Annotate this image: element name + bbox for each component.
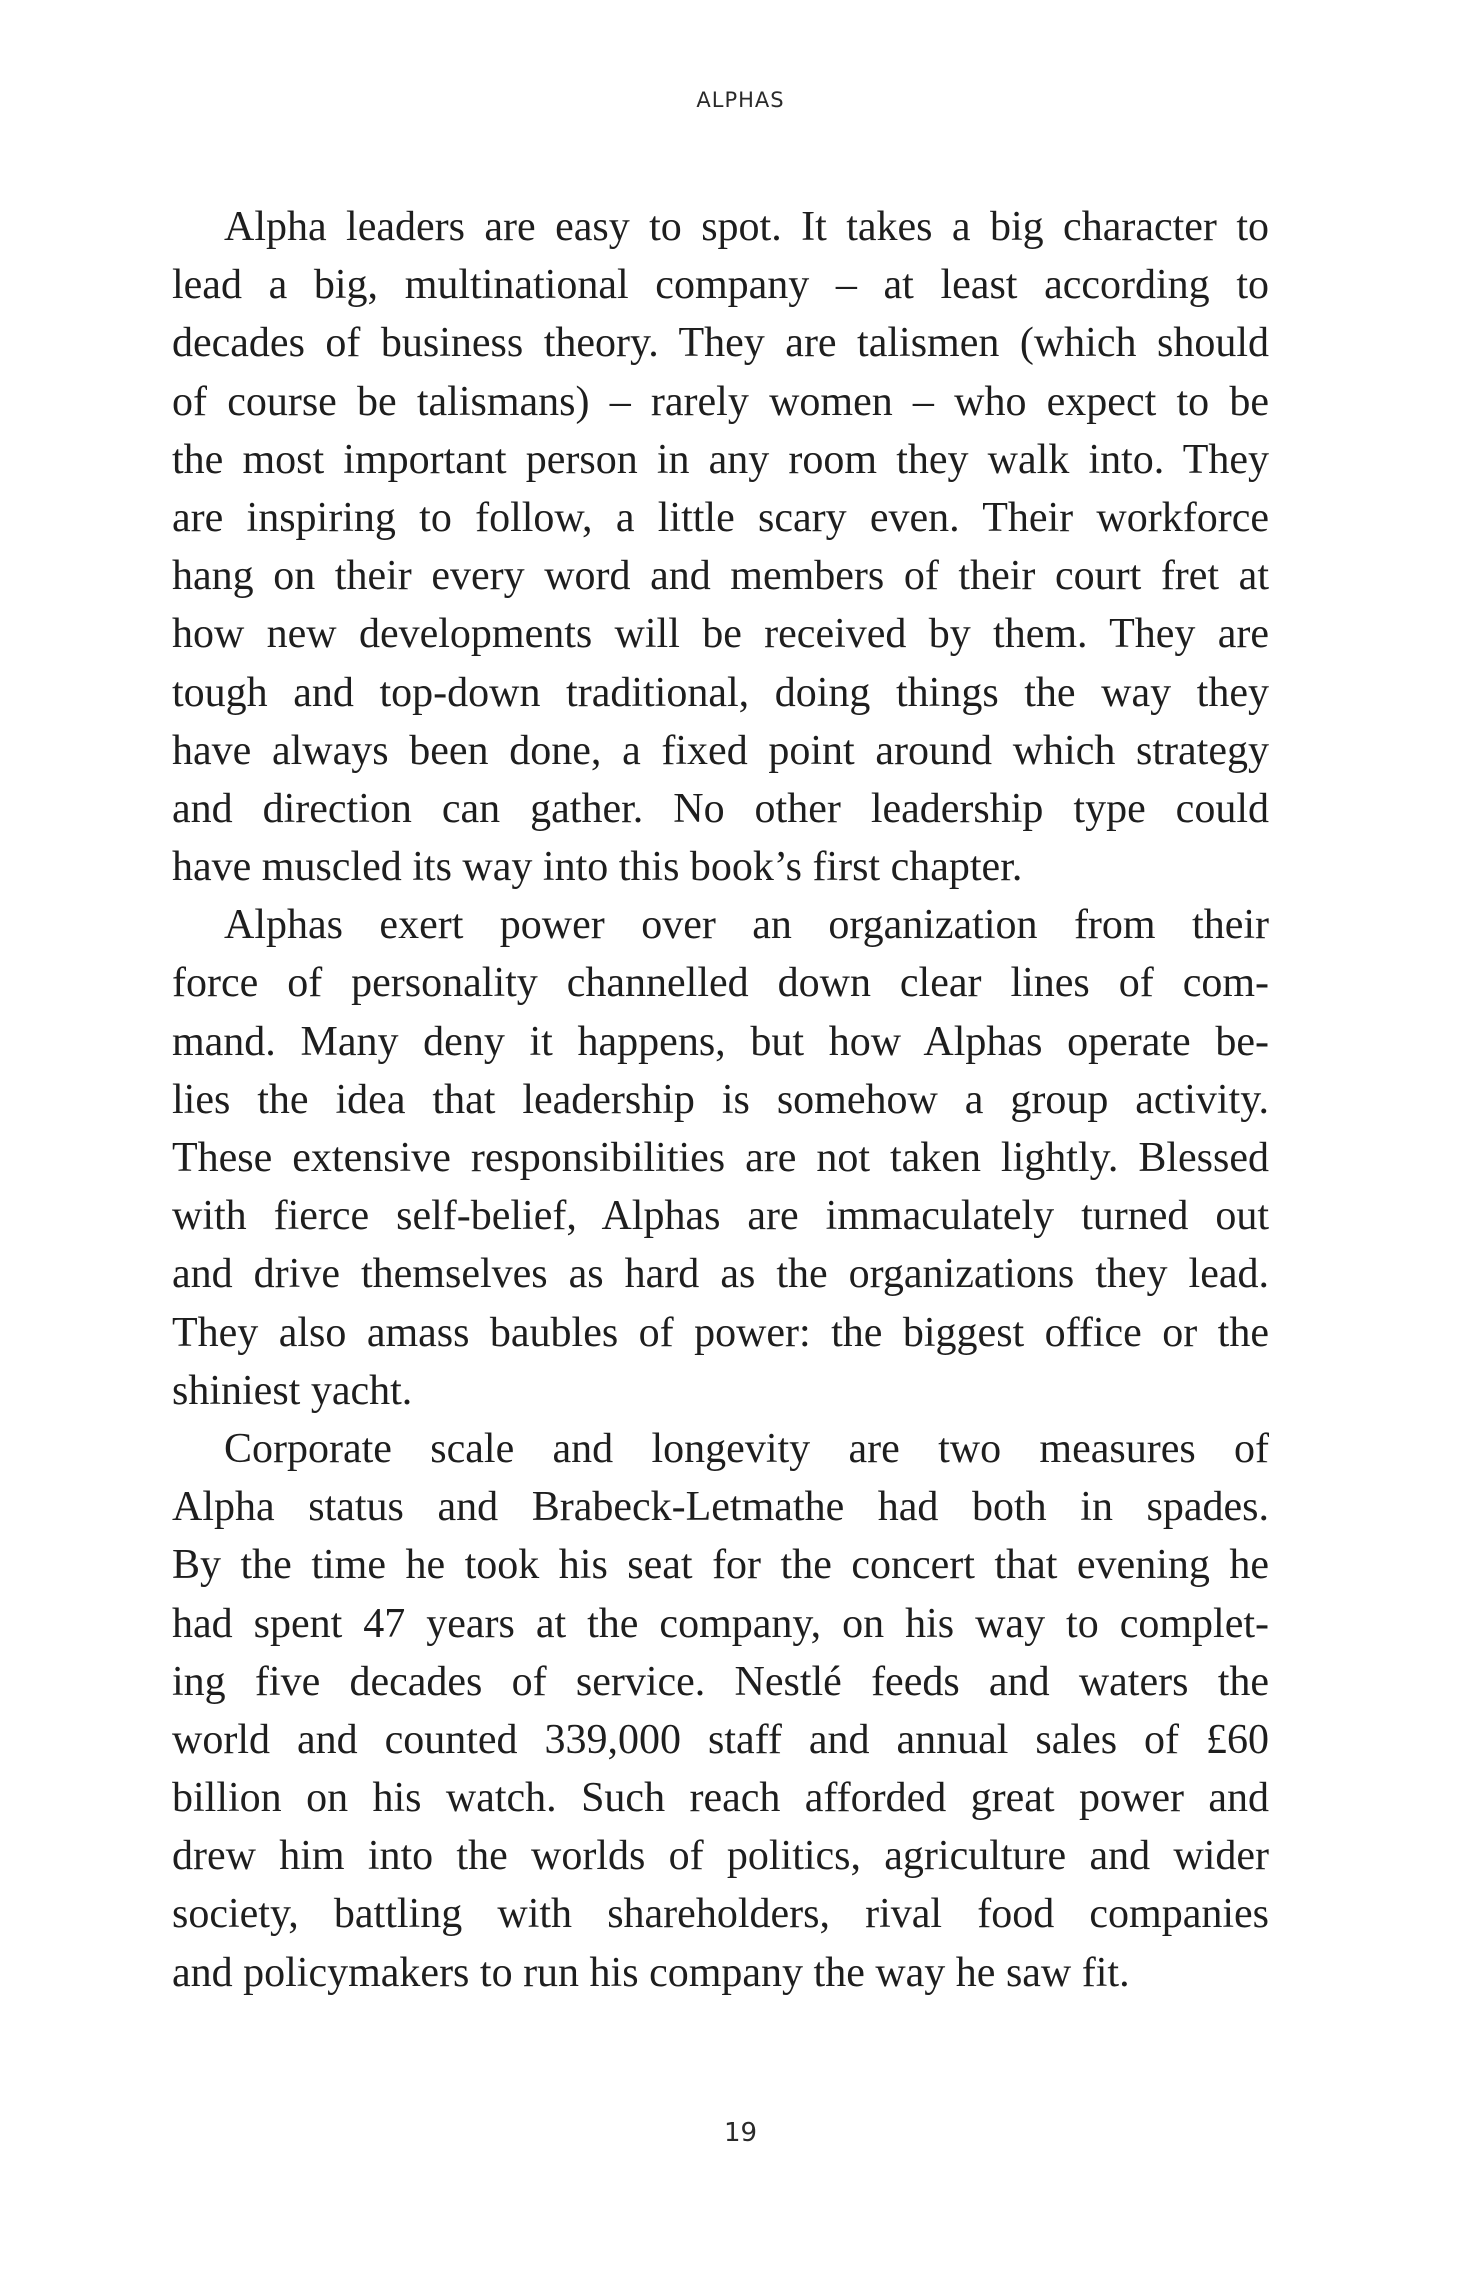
text-line: and policymakers to run his company the way he saw fit. bbox=[172, 1949, 1130, 1996]
paragraph-1 bbox=[172, 198, 1269, 896]
text-line: lies the idea that leadership is somehow a group activity. bbox=[172, 1076, 1269, 1123]
text-line: hang on their every word and members of their court fret at bbox=[172, 553, 1269, 600]
text-line: They also amass baubles of power: the biggest office or the bbox=[172, 1309, 1269, 1356]
text-line: Alphas exert power over an organization from their bbox=[224, 902, 1269, 949]
paragraph-2 bbox=[172, 896, 1269, 1420]
text-line: Alpha leaders are easy to spot. It takes a big character to bbox=[224, 204, 1269, 250]
text-line: force of personality channelled down clear lines of com- bbox=[172, 960, 1269, 1007]
paragraph-3 bbox=[172, 1420, 1269, 2002]
page-number: 19 bbox=[723, 2118, 758, 2148]
text-line: Alpha status and Brabeck-Letmathe had both in spades. bbox=[172, 1484, 1269, 1531]
text-line: decades of business theory. They are talismen (which should bbox=[172, 320, 1269, 367]
text-line: and drive themselves as hard as the organizations they lead. bbox=[172, 1251, 1269, 1298]
text-line: Corporate scale and longevity are two measures of bbox=[224, 1425, 1269, 1472]
text-line: have muscled its way into this book’s first chapter. bbox=[172, 844, 1023, 891]
text-line: shiniest yacht. bbox=[172, 1367, 413, 1414]
text-line: billion on his watch. Such reach afforded great power and bbox=[172, 1775, 1269, 1822]
text-line: tough and top-down traditional, doing things the way they bbox=[172, 669, 1269, 716]
text-line: By the time he took his seat for the concert that evening he bbox=[172, 1542, 1269, 1589]
text-line: have always been done, a fixed point around which strategy bbox=[172, 727, 1269, 774]
text-line: mand. Many deny it happens, but how Alphas operate be- bbox=[172, 1018, 1269, 1065]
running-head: ALPHAS bbox=[696, 88, 785, 112]
text-line: of course be talismans) – rarely women – who expect to be bbox=[172, 378, 1269, 425]
text-line: with fierce self-belief, Alphas are immaculately turned out bbox=[172, 1193, 1269, 1240]
text-line: ing five decades of service. Nestlé feeds and waters the bbox=[172, 1658, 1269, 1705]
text-line: and direction can gather. No other leadership type could bbox=[172, 785, 1269, 832]
text-line: drew him into the worlds of politics, agriculture and wider bbox=[172, 1833, 1269, 1880]
text-line: are inspiring to follow, a little scary even. Their workforce bbox=[172, 494, 1269, 541]
body-text bbox=[172, 198, 1269, 2002]
text-line: These extensive responsibilities are not taken lightly. Blessed bbox=[172, 1135, 1269, 1181]
text-line: how new developments will be received by them. They are bbox=[172, 611, 1269, 658]
text-line: world and counted 339,000 staff and annual sales of £60 bbox=[172, 1716, 1269, 1763]
text-line: had spent 47 years at the company, on his way to complet- bbox=[172, 1600, 1269, 1647]
text-line: lead a big, multinational company – at least according to bbox=[172, 262, 1269, 309]
text-line: the most important person in any room they walk into. They bbox=[172, 436, 1269, 483]
text-line: society, battling with shareholders, rival food companies bbox=[172, 1891, 1269, 1938]
